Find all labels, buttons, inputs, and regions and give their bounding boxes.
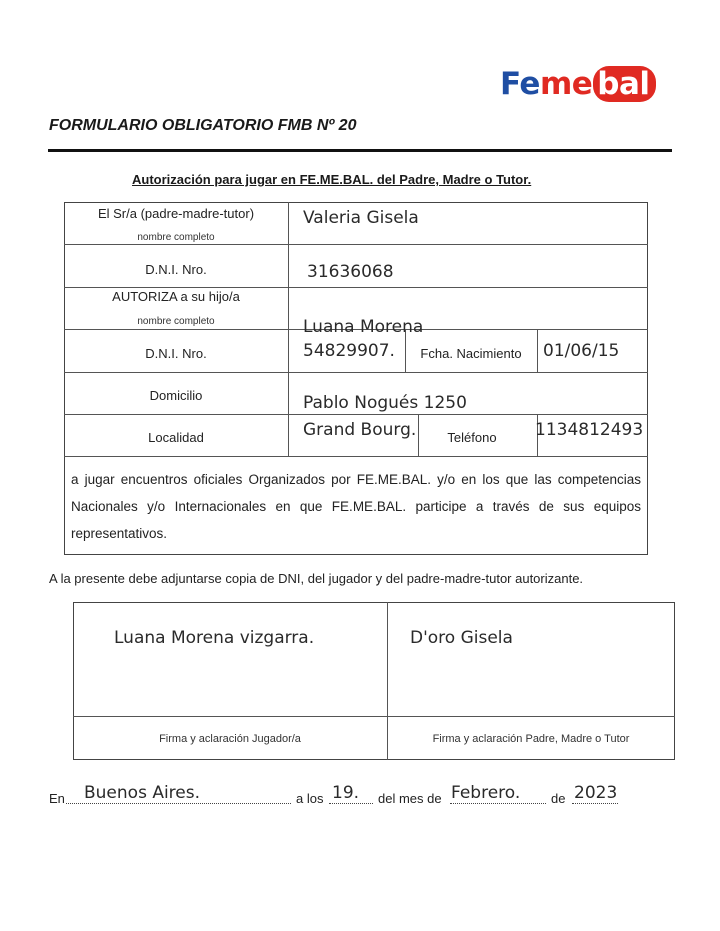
parent-dni-value[interactable]: 31636068 bbox=[307, 262, 394, 282]
row-divider bbox=[73, 716, 675, 717]
form-title: FORMULARIO OBLIGATORIO FMB Nº 20 bbox=[49, 117, 357, 134]
column-divider bbox=[288, 202, 289, 456]
address-label: Domicilio bbox=[149, 388, 203, 403]
child-name-value[interactable]: Luana Morena bbox=[303, 317, 424, 337]
child-dni-label: D.N.I. Nro. bbox=[145, 346, 207, 361]
day-value[interactable]: 19. bbox=[332, 783, 360, 803]
authorizes-label: AUTORIZA a su hijo/a bbox=[112, 289, 240, 304]
month-dots bbox=[450, 803, 546, 804]
child-dni-value[interactable]: 54829907. bbox=[303, 341, 395, 361]
place-dots bbox=[66, 803, 291, 804]
place-value[interactable]: Buenos Aires. bbox=[84, 783, 201, 803]
parent-name-value[interactable]: Valeria Gisela bbox=[303, 208, 419, 228]
fullname-note: nombre completo bbox=[137, 232, 215, 243]
row-divider bbox=[64, 414, 648, 415]
birth-date-value[interactable]: 01/06/15 bbox=[543, 341, 620, 361]
phone-label: Teléfono bbox=[447, 430, 497, 445]
city-label: Localidad bbox=[148, 430, 204, 445]
year-value[interactable]: 2023 bbox=[574, 783, 618, 803]
column-divider bbox=[537, 329, 538, 372]
month-value[interactable]: Febrero. bbox=[451, 783, 521, 803]
row-divider bbox=[64, 244, 648, 245]
parent-signature-caption: Firma y aclaración Padre, Madre o Tutor bbox=[432, 733, 630, 745]
day-dots bbox=[329, 803, 373, 804]
en-label: En bbox=[49, 791, 65, 806]
fullname-note: nombre completo bbox=[137, 316, 215, 327]
parent-label: El Sr/a (padre-madre-tutor) bbox=[97, 206, 255, 221]
femebal-logo: Feme bal bbox=[500, 66, 656, 102]
row-divider bbox=[64, 372, 648, 373]
year-label: de bbox=[551, 791, 566, 806]
phone-value[interactable]: 1134812493 bbox=[535, 420, 644, 440]
year-dots bbox=[572, 803, 618, 804]
birth-date-label: Fcha. Nacimiento bbox=[420, 346, 522, 361]
a-los-label: a los bbox=[296, 791, 324, 806]
row-divider bbox=[64, 287, 648, 288]
dni-copy-note: A la presente debe adjuntarse copia de DNI, del jugador y del padre-madre-tutor autorizante. bbox=[49, 571, 584, 586]
authorization-text: a jugar encuentros oficiales Organizados por FE.ME.BAL. y/o en los que las competencias Nacionales y/o Internacionales en que FE.ME.BAL. participe a través de sus equipos representativos. bbox=[71, 472, 641, 541]
player-signature[interactable]: Luana Morena vizgarra. bbox=[114, 628, 315, 648]
month-label: del mes de bbox=[378, 791, 442, 806]
player-signature-caption: Firma y aclaración Jugador/a bbox=[159, 733, 301, 745]
row-divider bbox=[64, 456, 648, 457]
city-value[interactable]: Grand Bourg. bbox=[303, 420, 417, 440]
parent-dni-label: D.N.I. Nro. bbox=[145, 262, 207, 277]
form-subtitle: Autorización para jugar en FE.ME.BAL. del Padre, Madre o Tutor. bbox=[132, 172, 532, 187]
address-value[interactable]: Pablo Nogués 1250 bbox=[303, 393, 467, 413]
title-rule bbox=[48, 149, 672, 152]
parent-signature[interactable]: D'oro Gisela bbox=[410, 628, 513, 648]
